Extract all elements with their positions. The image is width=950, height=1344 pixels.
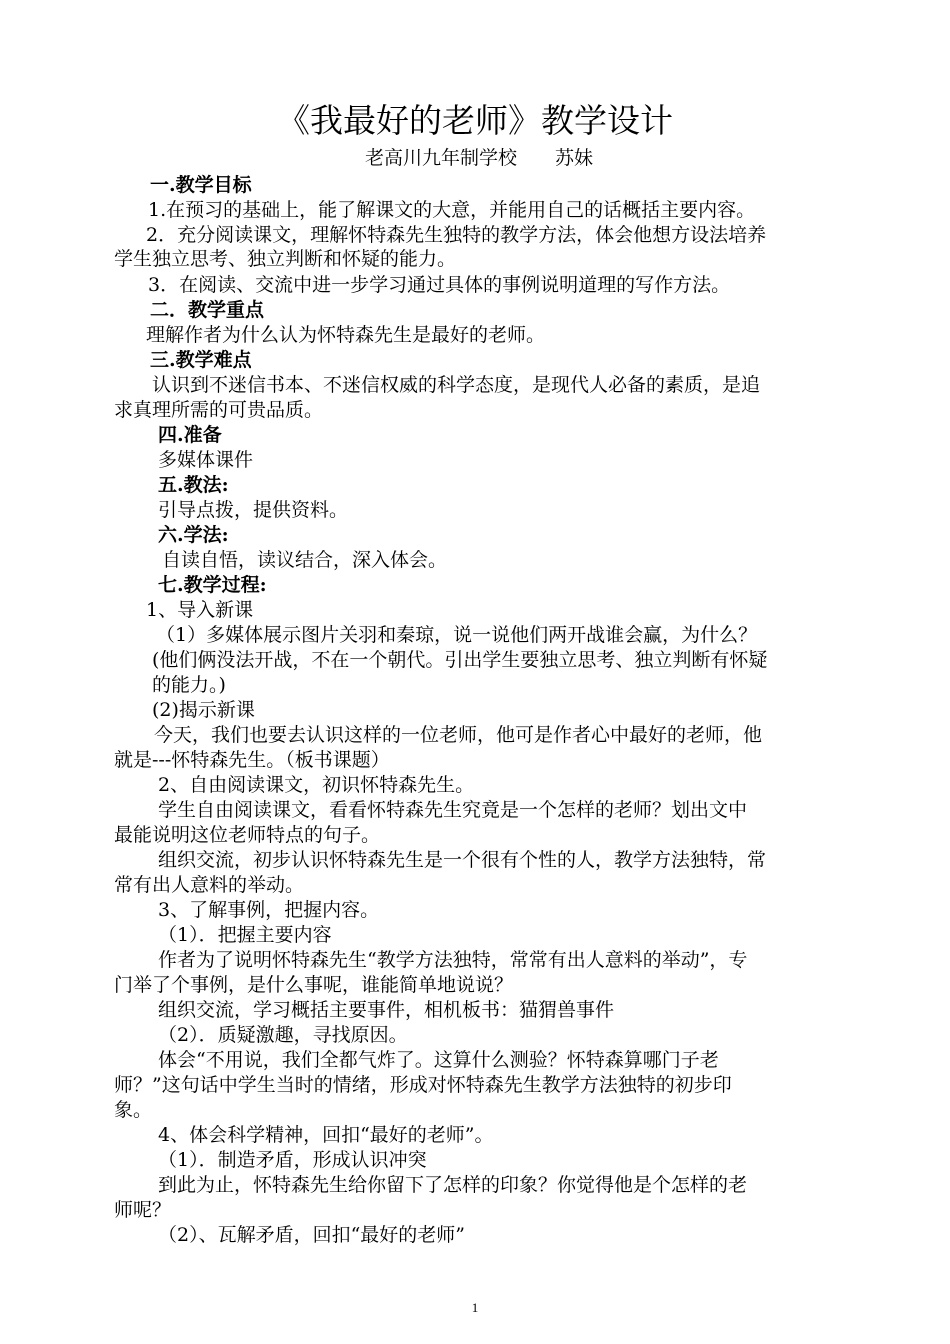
text-line: 2、自由阅读课文，初识怀特森先生。: [158, 774, 475, 796]
text-line: （1）多媒体展示图片关羽和秦琼，说一说他们两开战谁会赢，为什么？: [156, 624, 758, 646]
text-line: 学生独立思考、独立判断和怀疑的能力。: [114, 248, 457, 270]
text-line: 求真理所需的可贵品质。: [114, 399, 324, 421]
section-heading-5: 五.教法:: [158, 474, 229, 496]
text-line: 3、了解事例，把握内容。: [158, 899, 380, 921]
text-line: 最能说明这位老师特点的句子。: [114, 824, 381, 846]
document-title: 《我最好的老师》教学设计: [277, 101, 673, 140]
text-line: 认识到不迷信书本、不迷信权威的科学态度，是现代人必备的素质，是追: [152, 374, 761, 396]
text-line: 4、体会科学精神，回扣“最好的老师”。: [158, 1124, 494, 1146]
text-line: （2）．质疑激趣，寻找原因。: [158, 1024, 408, 1046]
section-heading-4: 四.准备: [158, 424, 222, 446]
text-line: （2）、瓦解矛盾，回扣“最好的老师”: [158, 1224, 466, 1246]
section-heading-2: 二．教学重点: [150, 299, 265, 321]
text-line: 理解作者为什么认为怀特森先生是最好的老师。: [146, 324, 546, 346]
section-heading-1: 一.教学目标: [150, 174, 252, 196]
text-line: 引导点拨，提供资料。: [158, 499, 349, 521]
text-line: 多媒体课件: [158, 449, 254, 471]
byline: 老高川九年制学校 苏妹: [365, 147, 594, 169]
text-line: 3．在阅读、交流中进一步学习通过具体的事例说明道理的写作方法。: [148, 274, 731, 296]
text-line: 师呢？: [114, 1199, 172, 1221]
text-line: 就是---怀特森先生。（板书课题）: [114, 749, 390, 771]
text-line: 常有出人意料的举动。: [114, 874, 305, 896]
text-line: 今天，我们也要去认识这样的一位老师，他可是作者心中最好的老师，他: [154, 724, 763, 746]
text-line: 2．充分阅读课文，理解怀特森先生独特的教学方法，体会他想方设法培养: [146, 224, 767, 246]
section-heading-6: 六.学法:: [158, 524, 229, 546]
text-line: 体会“不用说，我们全都气炸了。这算什么测验？怀特森算哪门子老: [158, 1049, 719, 1071]
text-line: 学生自由阅读课文，看看怀特森先生究竟是一个怎样的老师？划出文中: [158, 799, 748, 821]
text-line: 门举了个事例，是什么事呢，谁能简单地说说？: [114, 974, 514, 996]
text-line: 组织交流，学习概括主要事件，相机板书：猫猬兽事件: [158, 999, 615, 1021]
text-line: 自读自悟，读议结合，深入体会。: [162, 549, 448, 571]
text-line: 的能力。): [152, 674, 226, 696]
section-heading-7: 七.教学过程:: [158, 574, 267, 596]
text-line: 组织交流，初步认识怀特森先生是一个很有个性的人，教学方法独特，常: [158, 849, 767, 871]
text-line: (他们俩没法开战，不在一个朝代。引出学生要独立思考、独立判断有怀疑: [152, 649, 768, 671]
section-heading-3: 三.教学难点: [150, 349, 252, 371]
text-line: （1）．把握主要内容: [158, 924, 332, 946]
text-line: (2)揭示新课: [152, 699, 255, 721]
page-number: 1: [471, 1300, 479, 1315]
text-line: 作者为了说明怀特森先生“教学方法独特，常常有出人意料的举动”，专: [158, 949, 748, 971]
text-line: 到此为止，怀特森先生给你留下了怎样的印象？你觉得他是个怎样的老: [158, 1174, 748, 1196]
text-line: （1）．制造矛盾，形成认识冲突: [158, 1149, 427, 1171]
text-line: 师？”这句话中学生当时的情绪，形成对怀特森先生教学方法独特的初步印: [114, 1074, 732, 1096]
text-line: 象。: [114, 1099, 153, 1121]
text-line: 1.在预习的基础上，能了解课文的大意，并能用自己的话概括主要内容。: [148, 199, 756, 221]
text-line: 1、导入新课: [146, 599, 254, 621]
